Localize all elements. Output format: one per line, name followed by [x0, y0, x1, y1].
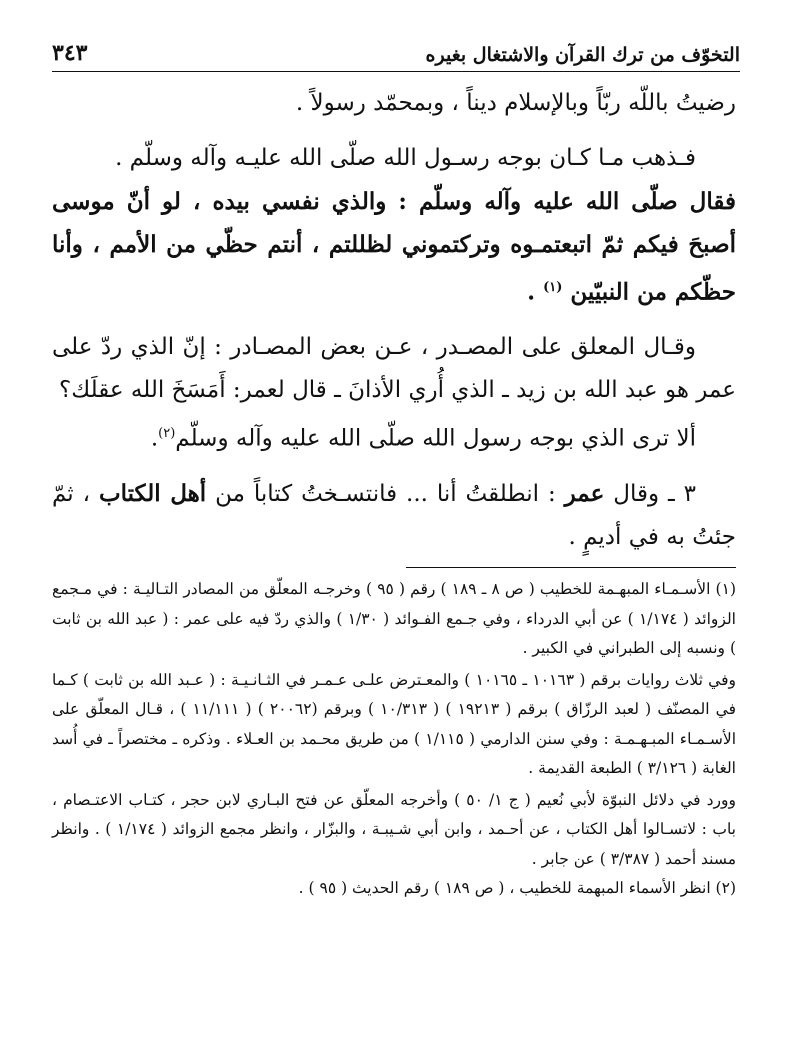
text-line: فـذهب مـا كـان بوجه رسـول الله صلّى الله عليـه وآله وسلّم .	[115, 145, 696, 171]
paragraph-4	[52, 326, 736, 412]
footnote-ref-2: (٢)	[158, 425, 176, 441]
footnote-2: (٢) انظر الأسماء المبهمة للخطيب ، ( ص ١٨٩ ) رقم الحديث ( ٩٥ ) .	[298, 879, 736, 897]
running-title: التخوّف من ترك القرآن والاشتغال بغيره	[425, 44, 740, 66]
bold-word: عمر	[564, 480, 605, 508]
paragraph-1	[52, 82, 736, 125]
bold-phrase: أهل الكتاب	[98, 480, 207, 508]
text-line: فقال صلّى الله عليه وآله وسلّم : والذي نفسي بيده ، لو أنّ موسى أصبحَ فيكم ثمّ اتبعتمـوه وتركتموني لظللتم ، أنتم حظّي من الأمم ، وأنا حظّكم من النبيّين	[52, 188, 736, 306]
text-line: وقـال المعلق على المصـدر ، عـن بعض المصـادر : إنّ الذي ردّ على عمر هو عبد الله بن زيد ـ الذي أُري الأذانَ ـ قال لعمر: أَمَسَخَ الله عقلَك؟	[52, 333, 736, 403]
header-rule	[52, 71, 740, 72]
text-end: .	[150, 425, 159, 452]
paragraph-2	[52, 137, 736, 180]
footnote-rule	[406, 567, 736, 568]
footnote-1-continued-2: وورد في دلائل النبوّة لأبي نُعيم ( ج ١/ ٥٠ ) وأخرجه المعلّق عن فتح البـاري لابن حجر ، كتـاب الاعتـصام ، باب : لاتسـالوا أهل الكتاب ، عن أحـمد ، وابن أبي شـيبـة ، والبزّار ، وانظر مجمع الزوائد ( ١/١٧٤ ) . وانظر مسند أحمد ( ٣/٣٨٧ ) عن جابر .	[52, 790, 737, 868]
footnote-ref-1: (١)	[543, 280, 563, 295]
footnote-1: (١) الأسـمـاء المبهـمة للخطيب ( ص ٨ ـ ١٨٩ ) رقم ( ٩٥ ) وخرجـه المعلّق من المصادر التـاليـة : في مـجمع الزوائد ( ١/١٧٤ ) عن أبي الدرداء ، وفي جـمع الفـوائد ( ١/٣٠ ) والذي ردّ فيه على عمر : ( عبد الله بن ثابت ) ونسبه إلى الطبراني في الكبير .	[52, 580, 736, 657]
text-end: .	[527, 278, 544, 306]
paragraph-6	[52, 472, 736, 559]
footnotes	[52, 575, 736, 904]
page-header	[52, 26, 740, 66]
footnote-1-continued: وفي ثلاث روايات برقم ( ١٠١٦٣ ـ ١٠١٦٥ ) والمعـترض علـى عـمـر في الثـانـيـة : ( عـبد الله بن ثابت ) كـما في المصنّف ( لعبد الرزّاق ) برقم ( ١٩٢١٣ ) ( ١٠/٣١٣ ) وبرقم (٢٠٠٦٢ ) ( ١١/١١١ ) ، قـال المعلّق على الأسـمـاء المبـهـمـة : وفي سنن الدارمي ( ١/١١٥ ) من طريق محـمد بن العـلاء . وذكره ـ مختصراً ـ في أُسد الغابة ( ٣/١٢٦ ) الطبعة القديمة .	[52, 670, 736, 777]
text-part: : انطلقتُ أنا ... فانتسـختُ كتاباً من	[206, 481, 565, 508]
paragraph-3	[52, 180, 736, 314]
paragraph-5	[52, 412, 736, 461]
page-number: ٣٤٣	[52, 40, 88, 66]
main-text	[52, 82, 736, 559]
text-line: ألا ترى الذي بوجه رسول الله صلّى الله عليه وآله وسلّم	[175, 425, 696, 452]
text-line: رضيتُ باللّه ربّاً وبالإسلام ديناً ، وبمحمّد رسولاً .	[295, 90, 736, 116]
text-part: ، ثمّ جئتُ به في أديمٍ .	[52, 481, 736, 551]
text-part: ٣ ـ وقال	[604, 481, 696, 508]
